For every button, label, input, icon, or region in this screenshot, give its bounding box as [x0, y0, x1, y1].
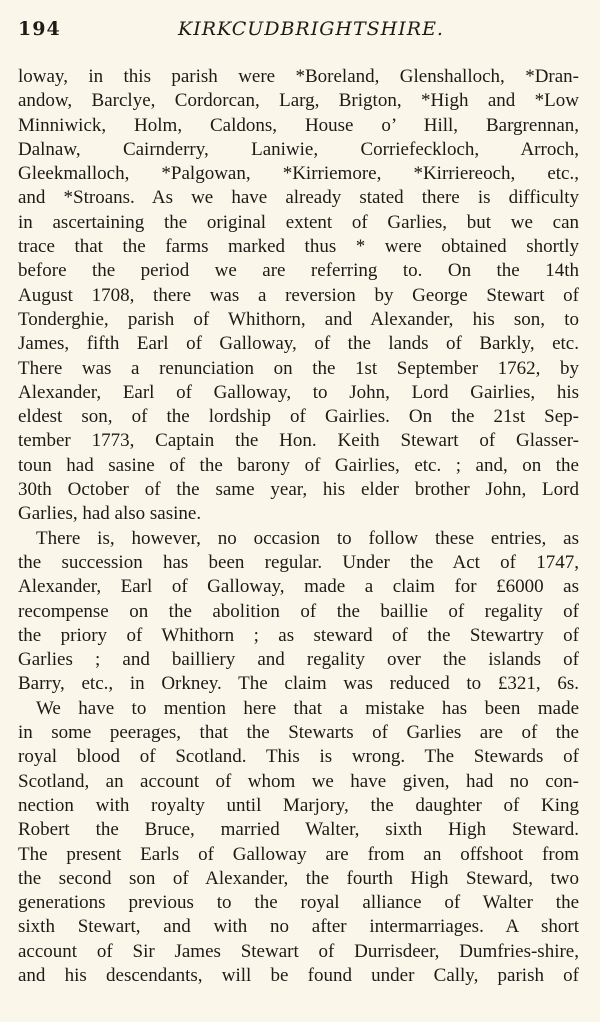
text-line: before the period we are referring to. On the 14th: [18, 260, 579, 282]
text-line: toun had sasine of the barony of Gairlies, etc. ; and, on the: [18, 454, 579, 476]
text-line: trace that the farms marked thus * were obtained shortly: [18, 236, 579, 258]
text-line: andow, Barclye, Cordorcan, Larg, Brigton, *High and *Low: [18, 90, 579, 112]
text-line: Minniwick, Holm, Caldons, House o’ Hill, Bargrennan,: [18, 114, 579, 136]
text-line: James, fifth Earl of Galloway, of the lands of Barkly, etc.: [18, 333, 579, 355]
page-number: 194: [18, 18, 61, 40]
text-line: eldest son, of the lordship of Gairlies. On the 21st Sep-: [18, 406, 579, 428]
text-line: account of Sir James Stewart of Durrisdeer, Dumfries-shire,: [18, 940, 579, 962]
body-text: [18, 65, 579, 988]
text-line: August 1708, there was a reversion by George Stewart of: [18, 284, 579, 306]
text-line: tember 1773, Captain the Hon. Keith Stewart of Glasser-: [18, 430, 579, 452]
text-line: loway, in this parish were *Boreland, Glenshalloch, *Dran-: [18, 66, 579, 87]
text-line: Garlies ; and bailliery and regality over the islands of: [18, 649, 579, 671]
text-line: Scotland, an account of whom we have given, had no con-: [18, 770, 579, 792]
text-line: generations previous to the royal alliance of Walter the: [18, 892, 579, 914]
text-line: nection with royalty until Marjory, the daughter of King: [18, 794, 579, 816]
running-head: KIRKCUDBRIGHTSHIRE.: [178, 18, 444, 40]
text-line: Gleekmalloch, *Palgowan, *Kirriemore, *Kirriereoch, etc.,: [18, 163, 579, 185]
text-line: Dalnaw, Cairnderry, Laniwie, Corriefeckloch, Arroch,: [18, 138, 579, 160]
text-line: Alexander, Earl of Galloway, to John, Lord Gairlies, his: [18, 381, 579, 403]
text-line: the succession has been regular. Under the Act of 1747,: [18, 551, 579, 573]
text-line: sixth Stewart, and with no after intermarriages. A short: [18, 916, 579, 938]
text-line: There was a renunciation on the 1st September 1762, by: [18, 357, 579, 379]
text-line: We have to mention here that a mistake has been made: [36, 697, 579, 719]
text-line: The present Earls of Galloway are from an offshoot from: [18, 843, 579, 865]
text-line: Garlies, had also sasine.: [18, 503, 202, 525]
text-line: and his descendants, will be found under Cally, parish of: [18, 964, 579, 986]
text-line: and *Stroans. As we have already stated there is difficulty: [18, 187, 579, 209]
text-line: Robert the Bruce, married Walter, sixth High Steward.: [18, 819, 579, 841]
text-line: There is, however, no occasion to follow these entries, as: [36, 527, 579, 549]
page-header: [18, 18, 582, 48]
text-line: in ascertaining the original extent of Garlies, but we can: [18, 211, 579, 233]
text-line: 30th October of the same year, his elder brother John, Lord: [18, 479, 579, 501]
text-line: royal blood of Scotland. This is wrong. The Stewards of: [18, 746, 579, 768]
text-line: Barry, etc., in Orkney. The claim was reduced to £321, 6s.: [18, 673, 579, 695]
text-line: recompense on the abolition of the baillie of regality of: [18, 600, 579, 622]
text-line: Alexander, Earl of Galloway, made a claim for £6000 as: [18, 576, 579, 598]
text-line: Tonderghie, parish of Whithorn, and Alexander, his son, to: [18, 308, 579, 330]
text-line: in some peerages, that the Stewarts of Garlies are of the: [18, 722, 579, 744]
text-line: the second son of Alexander, the fourth High Steward, two: [18, 867, 579, 889]
text-line: the priory of Whithorn ; as steward of the Stewartry of: [18, 624, 579, 646]
